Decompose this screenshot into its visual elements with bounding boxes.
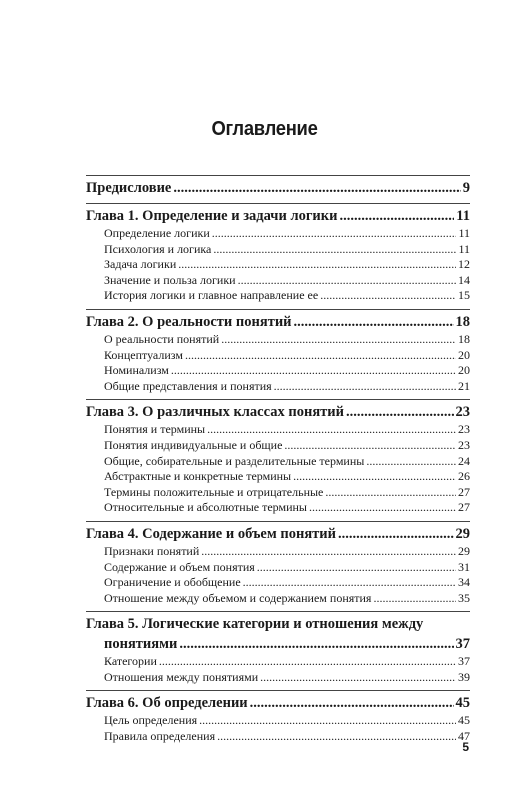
toc-subentry[interactable] bbox=[86, 288, 470, 304]
table-of-contents bbox=[86, 175, 470, 750]
toc-subentry[interactable] bbox=[86, 273, 470, 289]
leader-dots bbox=[284, 438, 456, 454]
toc-chapter-page: 11 bbox=[456, 208, 470, 224]
toc-subentry-label: Номинализм bbox=[104, 363, 169, 378]
toc-subentry-label: Определение логики bbox=[104, 226, 210, 240]
toc-chapter-heading[interactable] bbox=[86, 312, 470, 332]
toc-subentry[interactable] bbox=[86, 363, 470, 379]
toc-subentry-label: История логики и главное направление ее bbox=[104, 288, 319, 303]
toc-subentry[interactable] bbox=[86, 454, 470, 470]
toc-subentry-page: 11 bbox=[458, 241, 470, 256]
toc-subentry-page: 11 bbox=[458, 226, 470, 240]
toc-subentry[interactable] bbox=[86, 575, 470, 591]
toc-chapter-label[interactable]: Глава 5. Логические категории и отношения между bbox=[86, 616, 424, 633]
toc-subentry-label: Признаки понятий bbox=[104, 543, 200, 558]
toc-subentry-label: Задача логики bbox=[104, 257, 177, 272]
leader-dots bbox=[171, 363, 456, 379]
toc-subentry-label: Ограничение и обобщение bbox=[104, 575, 241, 590]
leader-dots bbox=[238, 273, 456, 289]
toc-subentry-page: 31 bbox=[458, 559, 470, 574]
toc-subentry-label: Понятия индивидуальные и общие bbox=[104, 437, 283, 452]
toc-chapter-page: 45 bbox=[455, 695, 470, 712]
leader-dots bbox=[217, 729, 456, 745]
leader-dots bbox=[257, 560, 456, 576]
leader-dots bbox=[309, 500, 456, 516]
toc-subentry[interactable] bbox=[86, 544, 470, 560]
toc-subentry-page: 39 bbox=[458, 669, 470, 684]
toc-subentry[interactable] bbox=[86, 422, 470, 438]
toc-subentry-page: 21 bbox=[458, 378, 470, 393]
toc-subentry[interactable] bbox=[86, 379, 470, 395]
toc-chapter-4 bbox=[86, 521, 470, 611]
toc-chapter-heading[interactable] bbox=[86, 402, 470, 422]
leader-dots bbox=[201, 544, 456, 560]
toc-chapter-label: Глава 1. Определение и задачи логики bbox=[86, 208, 338, 224]
toc-subentry-page: 29 bbox=[458, 543, 470, 558]
toc-subentry-page: 26 bbox=[458, 469, 470, 484]
toc-subentry-page: 15 bbox=[458, 288, 470, 303]
toc-subentry[interactable] bbox=[86, 485, 470, 501]
toc-subentry[interactable] bbox=[86, 226, 470, 242]
leader-dots bbox=[173, 178, 460, 198]
toc-chapter-label: Глава 2. О реальности понятий bbox=[86, 313, 292, 330]
toc-chapter-heading[interactable] bbox=[86, 524, 470, 544]
toc-subentry-label: Концептуализм bbox=[104, 347, 183, 362]
toc-subentry-label: Правила определения bbox=[104, 729, 216, 744]
toc-chapter-label: Глава 3. О различных классах понятий bbox=[86, 404, 344, 421]
toc-chapter-page: 18 bbox=[455, 313, 470, 330]
toc-subentry-page: 35 bbox=[458, 590, 470, 605]
toc-subentry[interactable] bbox=[86, 591, 470, 607]
leader-dots bbox=[243, 575, 456, 591]
toc-subentry[interactable] bbox=[86, 257, 470, 273]
leader-dots bbox=[366, 454, 456, 470]
toc-chapter-heading[interactable] bbox=[86, 693, 470, 713]
toc-subentry[interactable] bbox=[86, 560, 470, 576]
leader-dots bbox=[339, 206, 454, 226]
toc-subentry-label: Психология и логика bbox=[104, 241, 212, 256]
toc-subentry[interactable] bbox=[86, 654, 470, 670]
leader-dots bbox=[346, 402, 454, 422]
toc-subentry-label: Категории bbox=[104, 654, 157, 669]
toc-subentry-page: 20 bbox=[458, 363, 470, 378]
toc-subentry-label: Понятия и термины bbox=[104, 422, 206, 437]
toc-chapter-2 bbox=[86, 309, 470, 399]
toc-subentry-label: Общие, собирательные и разделительные термины bbox=[104, 453, 365, 468]
leader-dots bbox=[185, 348, 456, 364]
toc-entry-page: 9 bbox=[462, 180, 470, 196]
toc-subentry-page: 27 bbox=[458, 484, 470, 499]
toc-subentry[interactable] bbox=[86, 242, 470, 258]
toc-subentry-page: 27 bbox=[458, 500, 470, 515]
toc-subentry-page: 45 bbox=[458, 713, 470, 728]
toc-chapter-page: 29 bbox=[455, 525, 470, 542]
leader-dots bbox=[212, 226, 457, 242]
leader-dots bbox=[221, 332, 456, 348]
toc-subentry-page: 37 bbox=[458, 654, 470, 669]
toc-subentry-label: Отношения между понятиями bbox=[104, 669, 259, 684]
toc-subentry-label: Термины положительные и отрицательные bbox=[104, 484, 324, 499]
toc-subentry-page: 20 bbox=[458, 347, 470, 362]
toc-subentry-page: 12 bbox=[458, 257, 470, 272]
toc-subentry-label: Относительные и абсолютные термины bbox=[104, 500, 307, 515]
leader-dots bbox=[199, 713, 456, 729]
toc-chapter-page: 23 bbox=[455, 404, 470, 421]
toc-subentry-page: 34 bbox=[458, 575, 470, 590]
toc-subentry-label: Значение и польза логики bbox=[104, 272, 236, 287]
toc-chapter-heading-continued[interactable] bbox=[86, 634, 470, 654]
toc-chapter-label-continued: понятиями bbox=[104, 636, 178, 653]
toc-subentry-page: 23 bbox=[458, 422, 470, 437]
toc-subentry-label: Абстрактные и конкретные термины bbox=[104, 469, 292, 484]
toc-subentry-page: 23 bbox=[458, 437, 470, 452]
leader-dots bbox=[338, 524, 454, 544]
toc-subentry[interactable] bbox=[86, 469, 470, 485]
leader-dots bbox=[293, 469, 456, 485]
leader-dots bbox=[260, 670, 456, 686]
leader-dots bbox=[179, 634, 453, 654]
leader-dots bbox=[325, 485, 456, 501]
leader-dots bbox=[250, 693, 454, 713]
leader-dots bbox=[373, 591, 456, 607]
toc-chapter-6 bbox=[86, 690, 470, 749]
toc-chapter-heading[interactable] bbox=[86, 206, 470, 226]
toc-subentry[interactable] bbox=[86, 670, 470, 686]
toc-subentry-page: 14 bbox=[458, 272, 470, 287]
toc-subentry-page: 24 bbox=[458, 453, 470, 468]
leader-dots bbox=[294, 312, 454, 332]
toc-subentry[interactable] bbox=[86, 500, 470, 516]
toc-subentry-label: О реальности понятий bbox=[104, 331, 220, 346]
leader-dots bbox=[159, 654, 456, 670]
page-title: Оглавление bbox=[211, 118, 318, 140]
toc-subentry-page: 18 bbox=[458, 331, 470, 346]
toc-chapter-label: Глава 6. Об определении bbox=[86, 695, 248, 712]
toc-chapter-3 bbox=[86, 399, 470, 521]
toc-chapter-label: Глава 4. Содержание и объем понятий bbox=[86, 525, 336, 542]
toc-subentry[interactable] bbox=[86, 348, 470, 364]
toc-subentry-label: Содержание и объем понятия bbox=[104, 559, 255, 574]
toc-chapter-5 bbox=[86, 611, 470, 690]
leader-dots bbox=[213, 242, 456, 258]
toc-chapter-1 bbox=[86, 203, 470, 309]
toc-subentry[interactable] bbox=[86, 332, 470, 348]
toc-preface bbox=[86, 175, 470, 203]
toc-subentry-label: Цель определения bbox=[104, 713, 198, 728]
toc-chapter-page: 37 bbox=[455, 636, 470, 653]
toc-entry-preface[interactable] bbox=[86, 178, 470, 198]
page-number: 5 bbox=[462, 740, 469, 754]
leader-dots bbox=[274, 379, 456, 395]
toc-entry-label: Предисловие bbox=[86, 180, 172, 196]
leader-dots bbox=[178, 257, 456, 273]
toc-subentry[interactable] bbox=[86, 438, 470, 454]
leader-dots bbox=[320, 288, 456, 304]
leader-dots bbox=[207, 422, 456, 438]
toc-subentry-page: 47 bbox=[458, 729, 470, 744]
toc-subentry[interactable] bbox=[86, 729, 470, 745]
toc-subentry-label: Отношение между объемом и содержанием понятия bbox=[104, 590, 372, 605]
toc-subentry-label: Общие представления и понятия bbox=[104, 378, 272, 393]
toc-subentry[interactable] bbox=[86, 713, 470, 729]
